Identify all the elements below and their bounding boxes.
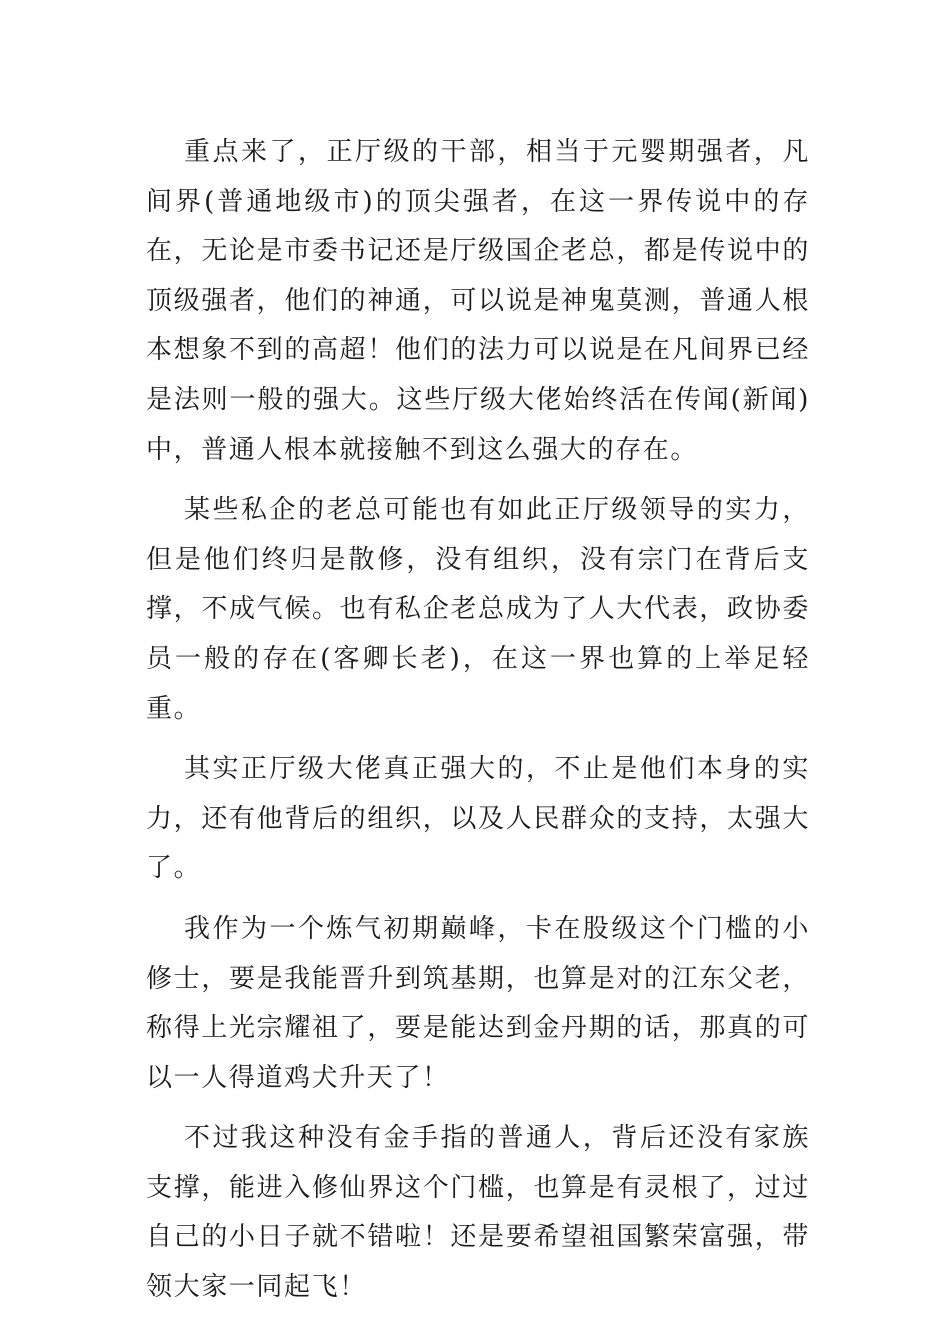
paragraph-3: 其实正厅级大佬真正强大的，不止是他们本身的实力，还有他背后的组织，以及人民群众的支持，太强大了。 bbox=[146, 754, 810, 884]
paragraph-2: 某些私企的老总可能也有如此正厅级领导的实力，但是他们终归是散修，没有组织，没有宗门在背后支撑，不成气候。也有私企老总成为了人大代表，政协委员一般的存在(客卿长老)，在这一界也算的上举足轻重。 bbox=[146, 495, 810, 724]
document-body bbox=[146, 128, 810, 1324]
paragraph-1: 重点来了，正厅级的干部，相当于元婴期强者，凡间界(普通地级市)的顶尖强者，在这一界传说中的存在，无论是市委书记还是厅级国企老总，都是传说中的顶级强者，他们的神通，可以说是神鬼莫测，普通人根本想象不到的高超！他们的法力可以说是在凡间界已经是法则一般的强大。这些厅级大佬始终活在传闻(新闻)中，普通人根本就接触不到这么强大的存在。 bbox=[146, 137, 810, 465]
paragraph-4: 我作为一个炼气初期巅峰，卡在股级这个门槛的小修士，要是我能晋升到筑基期，也算是对的江东父老，称得上光宗耀祖了，要是能达到金丹期的话，那真的可以一人得道鸡犬升天了！ bbox=[146, 913, 810, 1093]
paragraph-5: 不过我这种没有金手指的普通人，背后还没有家族支撑，能进入修仙界这个门槛，也算是有灵根了，过过自己的小日子就不错啦！还是要希望祖国繁荣富强，带领大家一同起飞！ bbox=[146, 1123, 810, 1303]
